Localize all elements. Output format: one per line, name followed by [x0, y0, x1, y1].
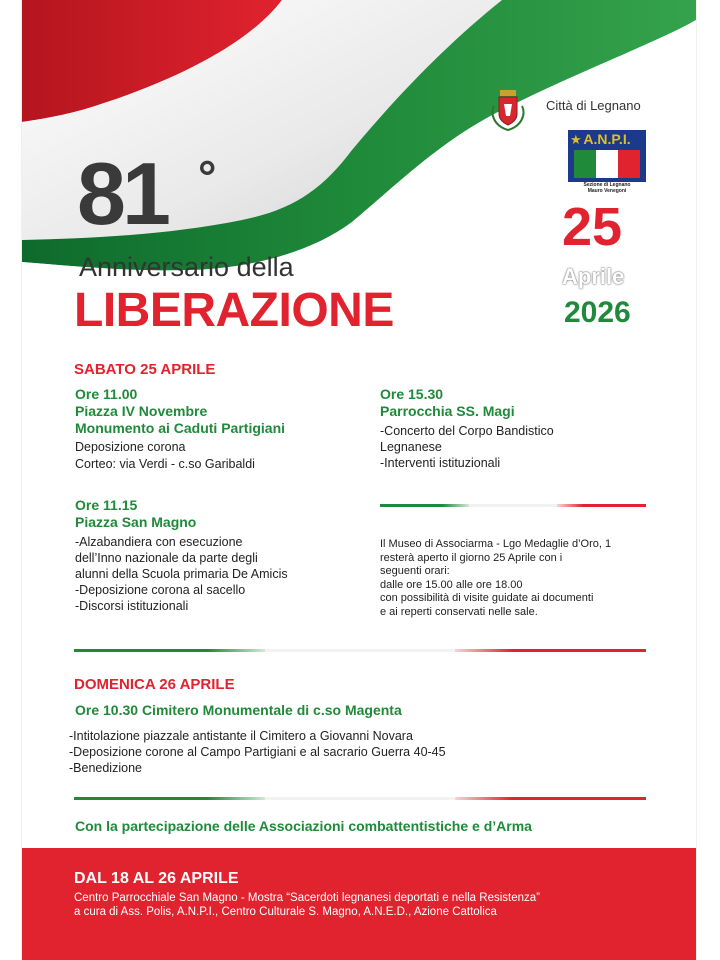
list-item: Legnanese [380, 440, 442, 454]
tricolor-divider [74, 649, 646, 652]
saturday-heading: SABATO 25 APRILE [74, 361, 216, 378]
anpi-logo [568, 130, 646, 182]
list-item: -Discorsi istituzionali [75, 599, 189, 613]
event-1530-list [380, 423, 660, 471]
date-month: Aprile [562, 264, 625, 289]
event-1115 [75, 497, 375, 614]
date-year: 2026 [564, 296, 631, 329]
museum-line: con possibilità di visite guidate ai documenti [380, 592, 594, 604]
event-1100 [75, 386, 375, 473]
event-1530 [380, 386, 660, 471]
list-item: -Interventi istituzionali [380, 456, 501, 470]
anniversary-degree: ° [198, 151, 217, 203]
list-item: -Alzabandiera con esecuzione [75, 535, 243, 549]
sunday-event: Ore 10.30 Cimitero Monumentale di c.so Magenta [75, 702, 402, 718]
museum-line: e ai reperti conservati nelle sale. [380, 605, 538, 618]
footer-line: Centro Parrocchiale San Magno - Mostra “Sacerdoti legnanesi deportati e nella Resistenza” [74, 892, 540, 904]
star-icon: ★ [570, 132, 582, 147]
anpi-mark: A.N.P.I. [583, 131, 631, 147]
date-day: 25 [562, 197, 623, 257]
event-1100-line2: Corteo: via Verdi - c.so Garibaldi [75, 457, 255, 471]
tricolor-divider [74, 797, 646, 800]
sunday-list [69, 728, 659, 776]
anniversary-number: 81 [77, 144, 167, 243]
sunday-heading: DOMENICA 26 APRILE [74, 676, 235, 693]
event-1100-time: Ore 11.00 [75, 386, 138, 402]
anpi-section [568, 182, 646, 194]
city-crest-icon [488, 88, 528, 132]
event-1530-place: Parrocchia SS. Magi [380, 403, 515, 419]
participation-note: Con la partecipazione delle Associazioni combattentistiche e d’Arma [75, 818, 532, 834]
museum-line: resterà aperto il giorno 25 Aprile con i [380, 551, 563, 564]
list-item: alunni della Scuola primaria De Amicis [75, 567, 288, 581]
museum-line: dalle ore 15.00 alle ore 18.00 [380, 578, 523, 591]
poster [22, 0, 696, 960]
event-1100-monument: Monumento ai Caduti Partigiani [75, 420, 286, 436]
anpi-section-label: Sezione di Legnano [583, 182, 631, 188]
event-1530-time: Ore 15.30 [380, 386, 444, 402]
museum-line: seguenti orari: [380, 565, 450, 577]
city-name: Città di Legnano [546, 98, 641, 113]
list-item: -Deposizione corona al sacello [75, 583, 246, 597]
list-item: -Intitolazione piazzale antistante il Cimitero a Giovanni Novara [69, 729, 413, 743]
liberation-title: LIBERAZIONE [74, 284, 394, 337]
event-1115-place: Piazza San Magno [75, 514, 197, 530]
anniversary-line: Anniversario della [79, 252, 294, 282]
museum-note [380, 538, 670, 619]
list-item: -Benedizione [69, 761, 142, 775]
anpi-flag-icon [574, 150, 640, 178]
footer-text [74, 891, 684, 919]
footer-heading: DAL 18 AL 26 APRILE [74, 870, 239, 887]
list-item: -Concerto del Corpo Bandistico [380, 424, 554, 438]
list-item: dell’Inno nazionale da parte degli [75, 551, 258, 565]
event-1100-place: Piazza IV Novembre [75, 403, 208, 419]
museum-line: Il Museo di Associarma - Lgo Medaglie d’Oro, 1 [380, 538, 612, 550]
event-1115-list [75, 534, 375, 614]
anpi-section-name: Mauro Venegoni [587, 188, 627, 194]
event-1115-time: Ore 11.15 [75, 497, 138, 513]
tricolor-divider [380, 504, 646, 507]
list-item: -Deposizione corone al Campo Partigiani e al sacrario Guerra 40-45 [69, 745, 446, 759]
event-1100-line1: Deposizione corona [75, 440, 186, 454]
footer-line: a cura di Ass. Polis, A.N.P.I., Centro Culturale S. Magno, A.N.E.D., Azione Cattolica [74, 906, 497, 918]
